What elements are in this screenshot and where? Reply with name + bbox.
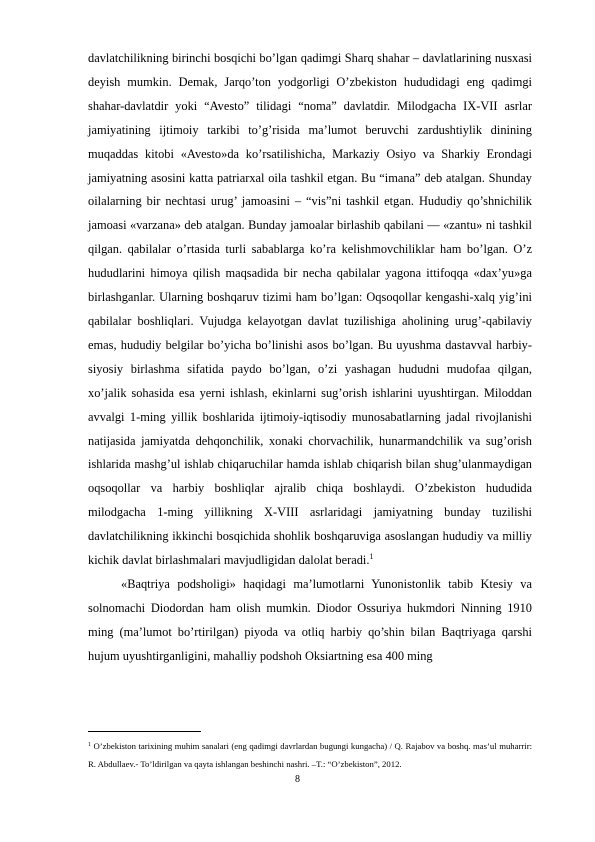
- page-number: 8: [295, 774, 300, 785]
- footnote-divider: [88, 731, 201, 732]
- footnote: [88, 737, 532, 773]
- paragraph-text: «Baqtriya podsholigi» haqidagi ma’lumotlarni Yunonistonlik tabib Ktesiy va solnomachi Diodordan ham olish mumkin. Diodor Ossuriya hukmdori Ninning 1910 ming (ma’lumot bo’rtirilgan) piyoda va otliq harbiy qo’shin bilan Baqtriyaga qarshi hujum uyushtirganligini, mahalliy podshoh Oksiartning esa 400 ming: [88, 576, 532, 663]
- body-paragraph: [88, 573, 532, 669]
- footnote-number: 1: [88, 742, 91, 748]
- footnote-reference[interactable]: 1: [369, 552, 374, 562]
- paragraph-text: davlatchilikning birinchi bosqichi bo’lgan qadimgi Sharq shahar – davlatlarining nusxasi deyish mumkin. Demak, Jarqo’ton yodgorligi O’zbekiston hududidagi eng qadimgi shahar-davlatdir yoki “Avesto” tilidagi “noma” davlatdir. Milodgacha IX-VII asrlar jamiyatining ijtimoiy tarkibi to’g’risida ma’lumot beruvchi zardushtiylik dinining muqaddas kitobi «Avesto»da ko’rsatilishicha, Markaziy Osiyo va Sharkiy Erondagi jamiyatning asosini katta patriarxal oila tashkil etgan. Bu “imana” deb atalgan. Shunday oilalarning bir nechtasi urug’ jamoasini – “vis”ni tashkil etgan. Hududiy qo’shnichilik jamoasi «varzana» deb atalgan. Bunday jamoalar birlashib qabilani — «zantu» ni tashkil qilgan. qabilalar o’rtasida turli sabablarga ko’ra kelishmovchiliklar ham bo’lgan. O’z hududlarini himoya qilish maqsadida bir necha qabilalar yagona ittifoqqa «dax’yu»ga birlashganlar. Ularning boshqaruv tizimi ham bo’lgan: Oqsoqollar kengashi-xalq yig’ini qabilalar boshliqlari. Vujudga kelayotgan davlat tuzilishiga aholining urug’-qabilaviy emas, hududiy belgilar bo’yicha bo’linishi asos bo’lgan. Bu uyushma dastavval harbiy-siyosiy birlashma sifatida paydo bo’lgan, o’zi yashagan hududni mudofaa qilgan, xo’jalik sohasida esa yerni ishlash, ekinlarni sug’orish ishlarini uyushtirgan. Miloddan avvalgi 1-ming yillik boshlarida ijtimoiy-iqtisodiy munosabatlarning jadal rivojlanishi natijasida jamiyatda dehqonchilik, xonaki chorvachilik, hunarmandchilik va sug’orish ishlarida mashg’ul ishlab chiqaruchilar hamda ishlab chiqarish bilan shug’ulanmaydigan oqsoqollar va harbiy boshliqlar ajralib chiqa boshlaydi. O’zbekiston hududida milodgacha 1-ming yillikning X-VIII asrlaridagi jamiyatning bunday tuzilishi davlatchilikning ikkinchi bosqichida shohlik boshqaruviga asoslangan hududiy va milliy kichik davlat birlashmalari mavjudligidan dalolat beradi.: [88, 51, 532, 568]
- body-paragraph: [88, 47, 532, 573]
- page-body: [88, 47, 532, 669]
- footnote-text: O’zbekiston tarixining muhim sanalari (eng qadimgi davrlardan bugungi kungacha) / Q. Rajabov va boshq. mas’ul muharrir: R. Abdullaev.- To’ldirilgan va qayta ishlangan beshinchi nashri. –T.: “O’zbekiston”, 2012.: [88, 741, 532, 769]
